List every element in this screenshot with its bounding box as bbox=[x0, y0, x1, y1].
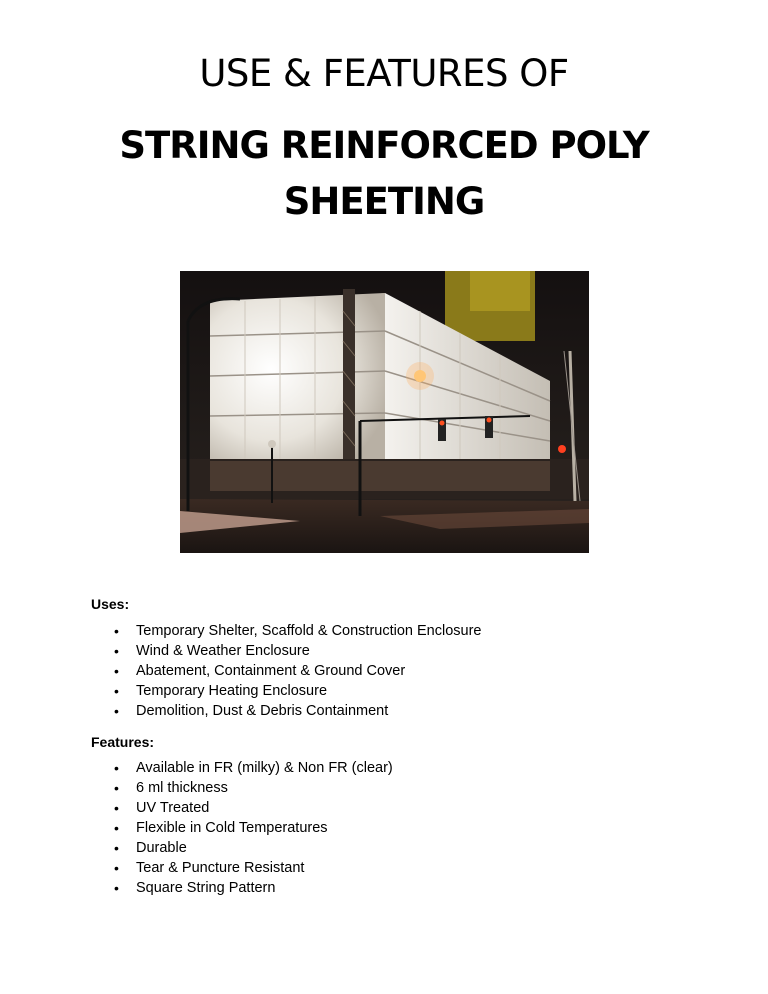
features-list bbox=[0, 758, 393, 898]
list-item: • 6 ml thickness bbox=[114, 780, 228, 796]
list-item: • Square String Pattern bbox=[114, 880, 276, 896]
building-enclosure-photo bbox=[180, 271, 589, 553]
bullet-icon: • bbox=[114, 800, 119, 816]
features-label: Features: bbox=[91, 734, 155, 750]
title-line-2: STRING REINFORCED POLY bbox=[119, 124, 649, 167]
title-line-1: USE & FEATURES OF bbox=[199, 52, 569, 95]
title-line-3: SHEETING bbox=[283, 180, 485, 223]
bullet-icon: • bbox=[114, 663, 119, 679]
list-item: • Available in FR (milky) & Non FR (clear) bbox=[114, 760, 393, 776]
bullet-icon: • bbox=[114, 703, 119, 719]
list-item: • Wind & Weather Enclosure bbox=[114, 643, 310, 659]
list-item: • Tear & Puncture Resistant bbox=[114, 860, 305, 876]
bullet-icon: • bbox=[114, 880, 119, 896]
uses-list bbox=[0, 621, 482, 721]
uses-label: Uses: bbox=[91, 596, 130, 612]
list-item: • Temporary Shelter, Scaffold & Construction Enclosure bbox=[114, 623, 482, 639]
bullet-icon: • bbox=[114, 623, 119, 639]
list-item: • UV Treated bbox=[114, 800, 210, 816]
bullet-icon: • bbox=[114, 860, 119, 876]
bullet-icon: • bbox=[114, 840, 119, 856]
bullet-icon: • bbox=[114, 780, 119, 796]
bullet-icon: • bbox=[114, 683, 119, 699]
list-item: • Abatement, Containment & Ground Cover bbox=[114, 663, 406, 679]
bullet-icon: • bbox=[114, 760, 119, 776]
bullet-icon: • bbox=[114, 643, 119, 659]
bullet-icon: • bbox=[114, 820, 119, 836]
list-item: • Flexible in Cold Temperatures bbox=[114, 820, 328, 836]
list-item: • Temporary Heating Enclosure bbox=[114, 683, 328, 699]
list-item: • Durable bbox=[114, 840, 187, 856]
title-main bbox=[0, 118, 768, 230]
list-item: • Demolition, Dust & Debris Containment bbox=[114, 703, 389, 719]
